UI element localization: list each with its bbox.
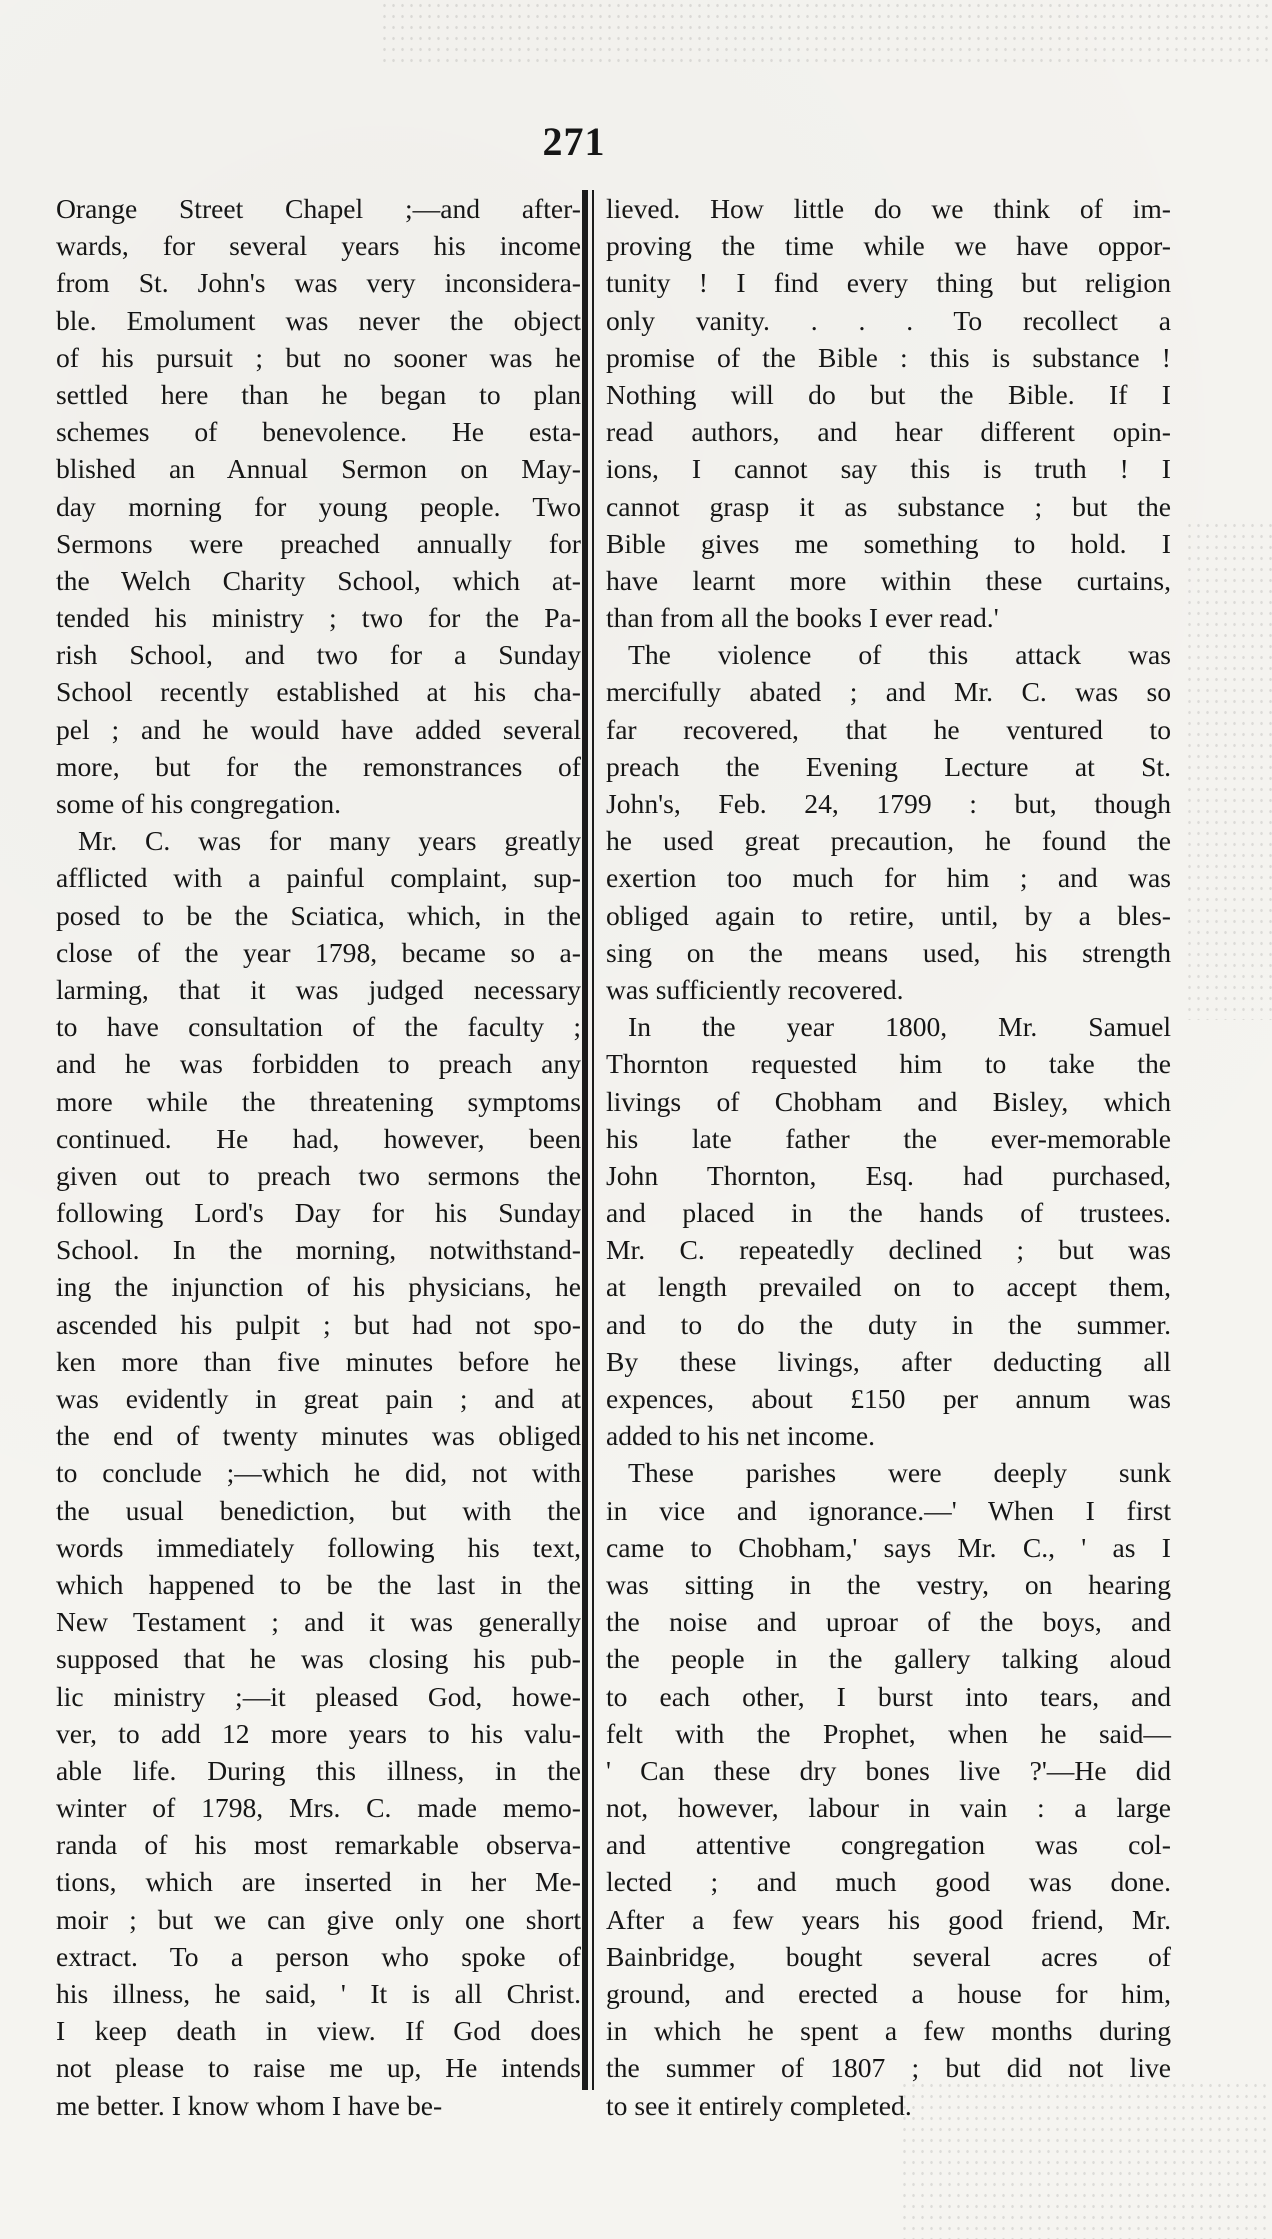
text-line: far recovered, that he ventured to [606,713,1171,745]
text-line: Mr. C. was for many years greatly [78,825,581,857]
text-line: and he was forbidden to preach any [56,1048,581,1080]
text-line: his late father the ever-memorable [606,1122,1171,1154]
text-line: cannot grasp it as substance ; but the [606,490,1171,522]
text-line: Bible gives me something to hold. I [606,527,1171,559]
text-line: the summer of 1807 ; but did not live [606,2052,1171,2084]
text-line: at length prevailed on to accept them, [606,1271,1171,1303]
text-line: day morning for young people. Two [56,490,581,522]
text-line: tended his ministry ; two for the Pa- [56,602,581,634]
text-line: supposed that he was closing his pub- [56,1643,581,1675]
text-line: preach the Evening Lecture at St. [606,750,1171,782]
text-line: sing on the means used, his strength [606,936,1171,968]
text-line: have learnt more within these curtains, [606,564,1171,596]
text-line: continued. He had, however, been [56,1122,581,1154]
text-line: School. In the morning, notwithstand- [56,1234,581,1266]
scan-noise-top [380,0,1272,70]
text-line: extract. To a person who spoke of [56,1940,581,1972]
text-line: came to Chobham,' says Mr. C., ' as I [606,1531,1171,1563]
text-line: obliged again to retire, until, by a bles- [606,899,1171,931]
text-line: John Thornton, Esq. had purchased, [606,1159,1171,1191]
text-line: more, but for the remonstrances of [56,750,581,782]
text-line: ble. Emolument was never the object [56,304,581,336]
text-line: added to his net income. [606,1420,875,1452]
text-line: more while the threatening symptoms [56,1085,581,1117]
scan-noise-right [1185,520,1272,1020]
text-line: his illness, he said, ' It is all Christ. [56,1978,581,2009]
text-line: tions, which are inserted in her Me- [56,1866,581,1898]
text-line: winter of 1798, Mrs. C. made memo- [56,1792,581,1824]
text-line: to have consultation of the faculty ; [56,1011,581,1043]
text-line: afflicted with a painful complaint, sup- [56,862,581,894]
text-line: able life. During this illness, in the [56,1754,581,1786]
text-line: tunity ! I find every thing but religion [606,267,1171,299]
page-number: 271 [542,119,606,164]
text-line: in vice and ignorance.—' When I first [606,1494,1171,1526]
text-line: larming, that it was judged necessary [56,973,581,1005]
text-line: close of the year 1798, became so a- [56,936,581,968]
text-line: felt with the Prophet, when he said— [606,1717,1171,1749]
column-divider-thin [592,190,594,2090]
right-column [606,190,1171,2124]
text-line: ground, and erected a house for him, [606,1978,1171,2009]
text-line: Sermons were preached annually for [56,527,581,559]
text-line: Orange Street Chapel ;—and after- [56,193,581,224]
text-line: me better. I know whom I have be- [56,2089,443,2121]
text-line: was sufficiently recovered. [606,973,904,1005]
text-line: the people in the gallery talking aloud [606,1643,1171,1675]
text-line: ascended his pulpit ; but had not spo- [56,1308,581,1340]
text-line: These parishes were deeply sunk [628,1457,1171,1489]
text-line: the end of twenty minutes was obliged [56,1420,581,1452]
text-line: ' Can these dry bones live ?'—He did [606,1754,1171,1786]
text-line: After a few years his good friend, Mr. [606,1903,1171,1935]
text-line: expences, about £150 per annum was [606,1383,1171,1414]
text-line: promise of the Bible : this is substance ! [606,341,1171,373]
text-line: lieved. How little do we think of im- [606,193,1171,224]
text-line: The violence of this attack was [628,639,1171,671]
text-line: and attentive congregation was col- [606,1829,1171,1861]
text-line: some of his congregation. [56,788,342,819]
text-line: given out to preach two sermons the [56,1159,581,1191]
text-line: schemes of benevolence. He esta- [56,416,581,448]
text-line: of his pursuit ; but no sooner was he [56,341,581,373]
text-line: moir ; but we can give only one short [56,1903,581,1935]
text-line: settled here than he began to plan [56,378,581,410]
text-line: and placed in the hands of trustees. [606,1197,1171,1229]
text-line: he used great precaution, he found the [606,825,1171,857]
text-line: lected ; and much good was done. [606,1866,1171,1898]
text-line: and to do the duty in the summer. [606,1308,1171,1340]
text-line: than from all the books I ever read.' [606,602,999,634]
text-line: to each other, I burst into tears, and [606,1680,1171,1712]
text-line: proving the time while we have oppor- [606,230,1171,262]
text-line: in which he spent a few months during [606,2015,1171,2047]
text-line: only vanity. . . . To recollect a [606,304,1171,336]
text-line: randa of his most remarkable observa- [56,1829,581,1861]
text-line: pel ; and he would have added several [56,713,581,745]
text-line: ver, to add 12 more years to his valu- [56,1717,581,1749]
text-line: Mr. C. repeatedly declined ; but was [606,1234,1171,1266]
text-line: posed to be the Sciatica, which, in the [56,899,581,931]
text-line: from St. John's was very inconsidera- [56,267,581,299]
text-line: blished an Annual Sermon on May- [56,453,581,485]
text-line: Thornton requested him to take the [606,1048,1171,1080]
text-line: Bainbridge, bought several acres of [606,1940,1171,1972]
text-line: to see it entirely completed. [606,2089,912,2121]
text-line: Nothing will do but the Bible. If I [606,378,1171,410]
text-line: John's, Feb. 24, 1799 : but, though [606,788,1171,819]
text-line: ken more than five minutes before he [56,1345,581,1377]
text-line: By these livings, after deducting all [606,1345,1171,1377]
text-line: New Testament ; and it was generally [56,1606,581,1638]
text-line: ions, I cannot say this is truth ! I [606,453,1171,485]
text-line: which happened to be the last in the [56,1568,581,1600]
text-line: following Lord's Day for his Sunday [56,1197,581,1229]
text-line: the Welch Charity School, which at- [56,564,581,596]
text-line: read authors, and hear different opin- [606,416,1171,448]
text-line: was sitting in the vestry, on hearing [606,1568,1171,1600]
text-line: was evidently in great pain ; and at [56,1383,581,1414]
text-line: wards, for several years his income [56,230,581,262]
text-line: I keep death in view. If God does [56,2015,581,2047]
text-line: the noise and uproar of the boys, and [606,1606,1171,1638]
text-line: not, however, labour in vain : a large [606,1792,1171,1824]
text-line: exertion too much for him ; and was [606,862,1171,894]
text-line: not please to raise me up, He intends [56,2052,581,2084]
left-column [56,190,581,2124]
text-line: to conclude ;—which he did, not with [56,1457,581,1489]
text-line: School recently established at his cha- [56,676,581,708]
column-divider-thick [582,190,588,2090]
text-line: words immediately following his text, [56,1531,581,1563]
text-line: rish School, and two for a Sunday [56,639,581,671]
text-line: livings of Chobham and Bisley, which [606,1085,1171,1117]
text-line: the usual benediction, but with the [56,1494,581,1526]
text-line: ing the injunction of his physicians, he [56,1271,581,1303]
text-line: In the year 1800, Mr. Samuel [628,1011,1171,1043]
text-line: mercifully abated ; and Mr. C. was so [606,676,1171,708]
text-line: lic ministry ;—it pleased God, howe- [56,1680,581,1712]
